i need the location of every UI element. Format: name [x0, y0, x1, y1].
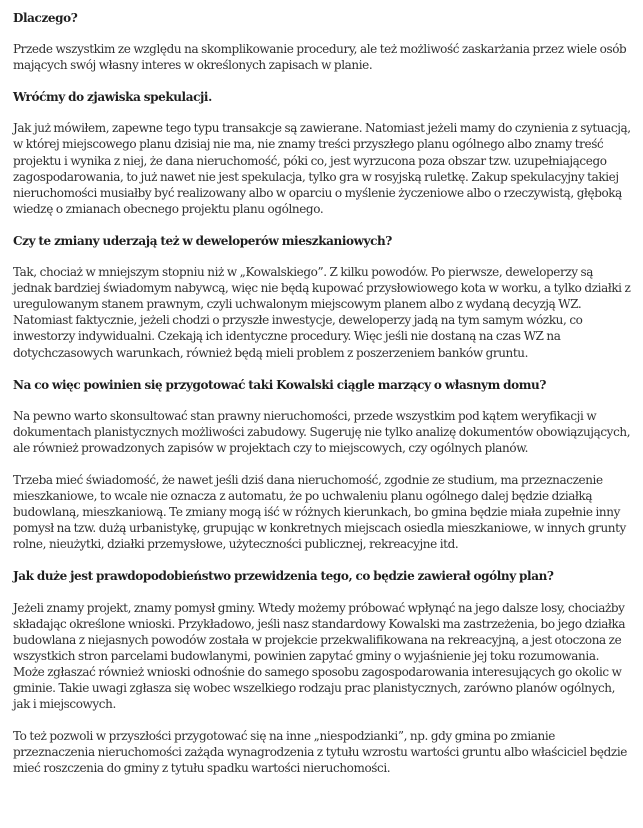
section-heading: Wróćmy do zjawiska spekulacji.	[13, 90, 212, 105]
paragraph: Jak już mówiłem, zapewne tego typu transakcje są zawierane. Natomiast jeżeli mamy do czynienia z sytuacją, w której miejscowego planu dzisiaj nie ma, nie znamy treści przyszłego planu ogólnego albo znamy treść projektu i wynika z niej, że dana nieruchomość, póki co, jest wyrzucona poza obszar tzw. uzupełniającego zagospodarowania, to już nawet nie jest spekulacja, tylko gra w rosyjską ruletkę. Zakup spekulacyjny takiej nieruchomości musiałby być realizowany albo w oparciu o myślenie życzeniowe albo o rzeczywistą, głęboką wiedzę o zmianach obecnego projektu planu ogólnego.	[13, 121, 631, 216]
paragraph: Tak, chociaż w mniejszym stopniu niż w „Kowalskiego”. Z kilku powodów. Po pierwsze, deweloperzy są jednak bardziej świadomym nabywcą, więc nie będą kupować przysłowiowego kota w worku, a tylko działki z uregulowanym stanem prawnym, czyli uchwalonym miejscowym planem albo z wydaną decyzją WZ. Natomiast faktycznie, jeżeli chodzi o przyszłe inwestycje, deweloperzy jadą na tym samym wózku, co inwestorzy indywidualni. Czekają ich identyczne procedury. Więc jeśli nie dostaną na czas WZ na dotychczasowych warunkach, również będą mieli problem z poszerzeniem banków gruntu.	[13, 265, 631, 360]
section-heading: Czy te zmiany uderzają też w deweloperów mieszkaniowych?	[13, 233, 392, 248]
section-heading: Jak duże jest prawdopodobieństwo przewidzenia tego, co będzie zawierał ogólny plan?	[13, 569, 554, 584]
paragraph: Jeżeli znamy projekt, znamy pomysł gminy. Wtedy możemy próbować wpłynąć na jego dalsze losy, chociażby składając określone wnioski. Przykładowo, jeśli nasz standardowy Kowalski ma zastrzeżenia, bo jego działka budowlana z niejasnych powodów została w projekcie przekwalifikowana na rekreacyjną, a jest otoczona ze wszystkich stron parcelami budowlanymi, powinien zapytać gminy o wyjaśnienie jej toku rozumowania. Może zgłaszać również wnioski odnośnie do samego sposobu zagospodarowania interesujących go okolic w gminie. Takie uwagi zgłasza się wobec wszelkiego rodzaju prac planistycznych, zarówno planów ogólnych, jak i miejscowych.	[13, 600, 626, 712]
paragraph: Trzeba mieć świadomość, że nawet jeśli dziś dana nieruchomość, zgodnie ze studium, ma przeznaczenie mieszkaniowe, to wcale nie oznacza z automatu, że po uchwaleniu planu ogólnego dalej będzie działką budowlaną, mieszkaniową. Te zmiany mogą iść w różnych kierunkach, bo gmina będzie miała zupełnie inny pomysł na tzw. dużą urbanistykę, grupując w konkretnych miejscach osiedla mieszkaniowe, w innych grunty rolne, nieużytki, działki przemysłowe, użyteczności publicznej, rekreacyjne itd.	[13, 472, 626, 552]
section-heading: Dlaczego?	[13, 11, 78, 25]
section-heading: Na co więc powinien się przygotować taki Kowalski ciągle marzący o własnym domu?	[13, 377, 547, 392]
paragraph: Przede wszystkim ze względu na skomplikowanie procedury, ale też możliwość zaskarżania przez wiele osób mających swój własny interes w określonych zapisach w planie.	[13, 42, 627, 73]
paragraph: To też pozwoli w przyszłości przygotować się na inne „niespodzianki”, np. gdy gmina po zmianie przeznaczenia nieruchomości zażąda wynagrodzenia z tytułu wzrostu wartości gruntu albo właściciel będzie mieć roszczenia do gminy z tytułu spadku wartości nieruchomości.	[13, 729, 627, 776]
paragraph: Na pewno warto skonsultować stan prawny nieruchomości, przede wszystkim pod kątem weryfikacji w dokumentach planistycznych możliwości zabudowy. Sugeruję nie tylko analizę dokumentów obowiązujących, ale również prowadzonych zapisów w projektach czy to miejscowych, czy ogólnych planów.	[13, 408, 631, 455]
